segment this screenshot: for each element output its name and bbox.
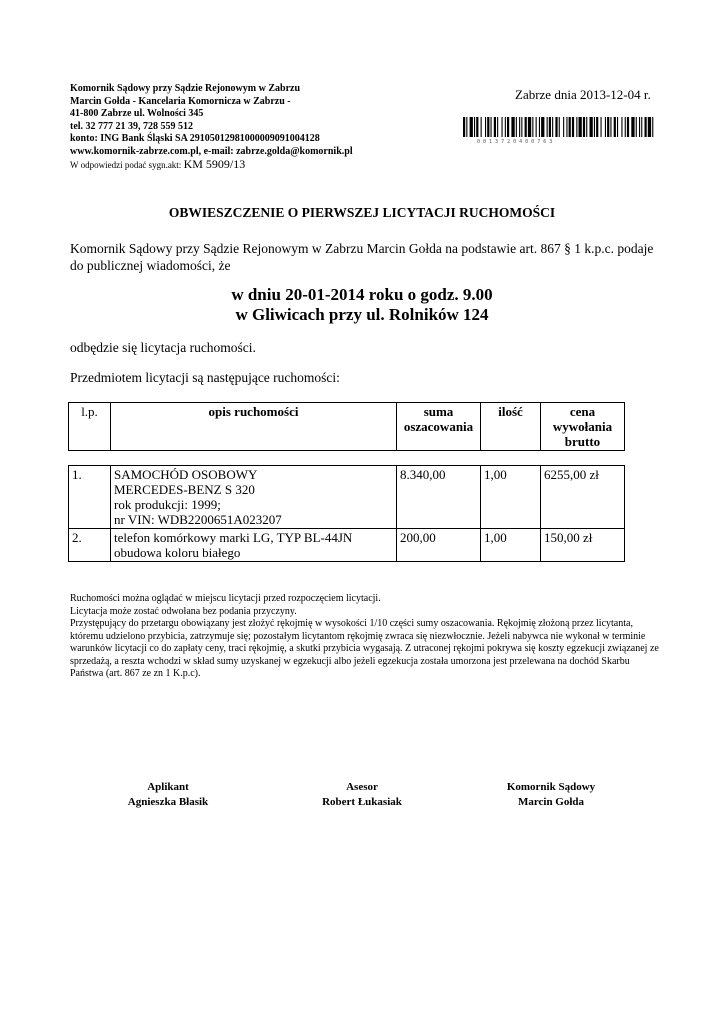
sender-line: Marcin Gołda - Kancelaria Komornicza w Zabrzu - bbox=[70, 95, 291, 107]
cell-qty: 1,00 bbox=[481, 466, 541, 529]
cell-qty: 1,00 bbox=[481, 529, 541, 562]
signature-role: Komornik Sądowy bbox=[506, 781, 596, 793]
description-line: telefon komórkowy marki LG, TYP BL-44JN bbox=[114, 530, 353, 545]
col-qty-header: ilość bbox=[481, 403, 541, 451]
table-row bbox=[69, 466, 625, 529]
signature-name: Agnieszka Błasik bbox=[127, 796, 209, 808]
note-paragraph: Licytacja może zostać odwołana bez podania przyczyny. bbox=[70, 605, 297, 617]
document-title: OBWIESZCZENIE O PIERWSZEJ LICYTACJI RUCHOMOŚCI bbox=[168, 205, 556, 220]
reference-line bbox=[70, 158, 353, 172]
cell-price: 6255,00 zł bbox=[541, 466, 625, 529]
reference-number: KM 5909/13 bbox=[183, 157, 246, 171]
note-paragraph: Przystępujący do przetargu obowiązany jest złożyć rękojmię w wysokości 1/10 części sumy oszacowania. Rękojmię złożoną przez licytanta, któremu udzielono przybicia, zatrzymuje się; pozostałym licytantom rękojmię zwraca się niezwłocznie. Jeżeli nabywca nie wykonał w terminie warunków licytacji co do zapłaty ceny, traci rękojmię, a skutki przybicia wygasają. Z utraconej rękojmi pokrywa się koszty egzekucji związanej ze sprzedażą, a reszta wchodzi w skład sumy uzyskanej w egzekucji albo jeżeli egzekucja została umorzona jest przelewana na dochód Skarbu Państwa (art. 867 ze zn 1 K.p.c). bbox=[70, 618, 659, 679]
description-line: SAMOCHÓD OSOBOWY bbox=[114, 467, 258, 482]
svg-text:0 0 1 3 7 2 0 4 0 0 7 6 3: 0 0 1 3 7 2 0 4 0 0 7 6 3 bbox=[477, 139, 553, 144]
sender-line: konto: ING Bank Śląski SA 29105012981000009091004128 bbox=[70, 133, 320, 144]
auction-location: w Gliwicach przy ul. Rolników 124 bbox=[235, 305, 489, 324]
cell-sum: 200,00 bbox=[397, 529, 481, 562]
col-price-header: cena wywołania brutto bbox=[541, 403, 625, 451]
auction-date-place bbox=[0, 285, 724, 325]
description-line: MERCEDES-BENZ S 320 bbox=[114, 482, 255, 497]
signature-assessor bbox=[282, 780, 442, 810]
signature-applicant bbox=[88, 780, 248, 810]
reference-label: W odpowiedzi podać sygn.akt: bbox=[70, 160, 182, 170]
cell-price: 150,00 zł bbox=[541, 529, 625, 562]
signature-name: Robert Łukasiak bbox=[322, 796, 402, 808]
items-table bbox=[68, 465, 625, 562]
signature-name: Marcin Gołda bbox=[517, 796, 585, 808]
description-line: nr VIN: WDB2200651A023207 bbox=[114, 512, 282, 527]
col-lp-header: l.p. bbox=[69, 403, 111, 451]
items-table-header bbox=[68, 402, 625, 451]
auction-held-text: odbędzie się licytacja ruchomości. bbox=[70, 340, 256, 355]
description-line: rok produkcji: 1999; bbox=[114, 497, 221, 512]
barcode-image bbox=[463, 117, 655, 144]
signature-bailiff bbox=[471, 780, 631, 810]
sender-line: 41-800 Zabrze ul. Wolności 345 bbox=[70, 108, 204, 119]
cell-lp: 1. bbox=[69, 466, 111, 529]
note-paragraph: Ruchomości można oglądać w miejscu licytacji przed rozpoczęciem licytacji. bbox=[70, 593, 381, 604]
col-sum-header: suma oszacowania bbox=[397, 403, 481, 451]
subject-text: Przedmiotem licytacji są następujące ruchomości: bbox=[70, 370, 340, 385]
auction-notes bbox=[70, 593, 660, 681]
sender-line: tel. 32 777 21 39, 728 559 512 bbox=[70, 120, 194, 132]
cell-description bbox=[111, 466, 397, 529]
cell-description bbox=[111, 529, 397, 562]
signature-role: Aplikant bbox=[147, 781, 189, 793]
sender-block bbox=[70, 83, 353, 172]
cell-sum: 8.340,00 bbox=[397, 466, 481, 529]
col-description-header: opis ruchomości bbox=[111, 403, 397, 451]
auction-date: w dniu 20-01-2014 roku o godz. 9.00 bbox=[231, 285, 493, 304]
place-date: Zabrze dnia 2013-12-04 r. bbox=[515, 87, 651, 102]
sender-line: www.komornik-zabrze.com.pl, e-mail: zabrze.golda@komornik.pl bbox=[70, 145, 353, 157]
description-line: obudowa koloru białego bbox=[114, 545, 241, 560]
table-row bbox=[69, 529, 625, 562]
signature-role: Asesor bbox=[346, 781, 378, 793]
sender-line: Komornik Sądowy przy Sądzie Rejonowym w Zabrzu bbox=[70, 83, 301, 94]
cell-lp: 2. bbox=[69, 529, 111, 562]
intro-paragraph: Komornik Sądowy przy Sądzie Rejonowym w Zabrzu Marcin Gołda na podstawie art. 867 § 1 k.p.c. podaje do publicznej wiadomości, że bbox=[70, 241, 654, 273]
